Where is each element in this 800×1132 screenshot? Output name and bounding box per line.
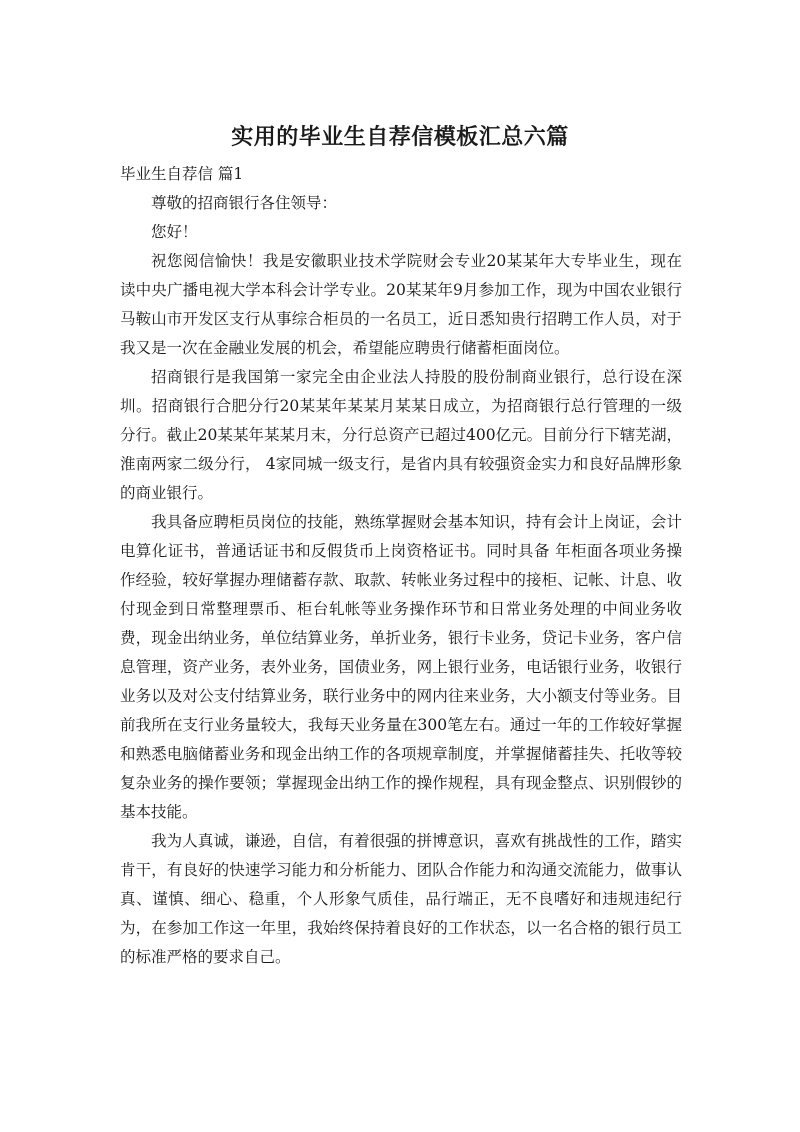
salutation: 尊敬的招商银行各住领导：	[151, 194, 338, 212]
document-title: 实用的毕业生自荐信模板汇总六篇	[231, 125, 569, 150]
paragraph-bank-profile: 招商银行是我国第一家完全由企业法人持股的股份制商业银行，总行设在深圳。招商银行合肥分行20某某年某某月某某日成立，为招商银行总行管理的一级分行。截止20某某年某某月末，分行总资产已超过400亿元。目前分行下辖芜湖，淮南两家二级分行， 4家同城一级支行，是省内具有较强资金实力和良好品牌形象的商业银行。	[120, 368, 682, 502]
greeting: 您好！	[151, 223, 198, 241]
document-body	[120, 160, 682, 972]
paragraph-skills: 我具备应聘柜员岗位的技能，熟练掌握财会基本知识，持有会计上岗证，会计电算化证书，普通话证书和反假货币上岗资格证书。同时具备 年柜面各项业务操作经验，较好掌握办理储蓄存款、取款、转帐业务过程中的接柜、记帐、计息、收付现金到日常整理票币、柜台轧帐等业务操作环节和日常业务处理的中间业务收费，现金出纳业务，单位结算业务，单折业务，银行卡业务，贷记卡业务，客户信息管理，资产业务，表外业务，国债业务，网上银行业务，电话银行业务，收银行业务以及对公支付结算业务，联行业务中的网内往来业务，大小额支付等业务。目前我所在支行业务量较大，我每天业务量在300笔左右。通过一年的工作较好掌握和熟悉电脑储蓄业务和现金出纳工作的各项规章制度，并掌握储蓄挂失、托收等较复杂业务的操作要领；掌握现金出纳工作的操作规程，具有现金整点、识别假钞的基本技能。	[120, 513, 682, 821]
paragraph-introduction: 祝您阅信愉快！我是安徽职业技术学院财会专业20某某年大专毕业生，现在读中央广播电视大学本科会计学专业。20某某年9月参加工作，现为中国农业银行马鞍山市开发区支行从事综合柜员的一名员工，近日悉知贵行招聘工作人员，对于我又是一次在金融业发展的机会，希望能应聘贵行储蓄柜面岗位。	[120, 252, 682, 357]
paragraph-personality: 我为人真诚，谦逊，自信，有着很强的拼博意识，喜欢有挑战性的工作，踏实肯干，有良好的快速学习能力和分析能力、团队合作能力和沟通交流能力，做事认真、谨慎、细心、稳重，个人形象气质佳，品行端正，无不良嗜好和违规违纪行为，在参加工作这一年里，我始终保持着良好的工作状态，以一名合格的银行员工的标准严格的要求自己。	[120, 832, 682, 966]
section-heading: 毕业生自荐信 篇1	[120, 165, 244, 183]
